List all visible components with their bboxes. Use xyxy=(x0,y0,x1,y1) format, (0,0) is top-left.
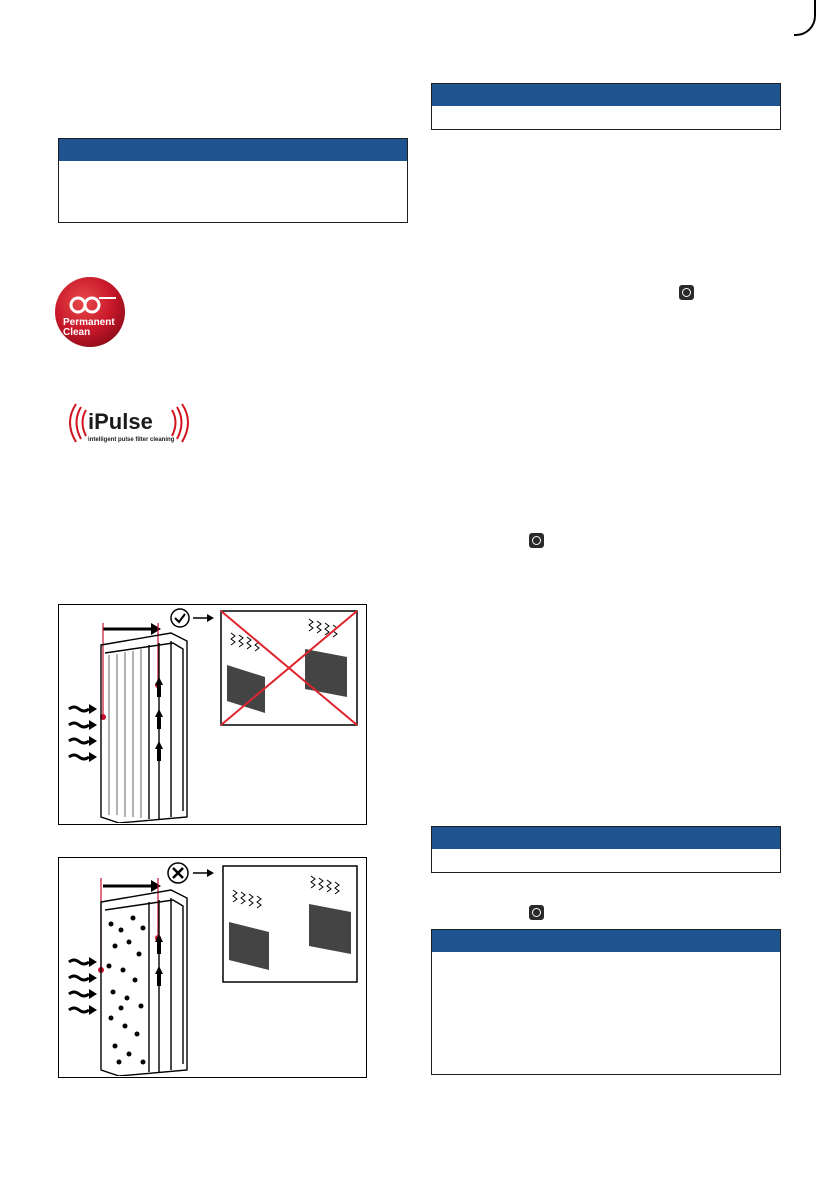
check-circle-icon xyxy=(171,609,189,627)
x-circle-icon xyxy=(168,863,188,883)
permanent-clean-line1: Permanent xyxy=(63,317,115,328)
permanent-clean-logo xyxy=(54,276,126,348)
ipulse-logo xyxy=(64,398,194,450)
note-box-header xyxy=(432,84,780,106)
filter-clean-icon xyxy=(529,905,544,920)
binding-corner-mark xyxy=(794,0,816,36)
filter-clean-icon xyxy=(529,533,544,548)
ipulse-tagline: intelligent pulse filter cleaning xyxy=(88,437,175,443)
note-box-left xyxy=(58,138,408,223)
ipulse-brand: iPulse xyxy=(88,409,153,434)
note-box-header xyxy=(432,930,780,952)
note-box-right-2 xyxy=(431,826,781,873)
note-box-header xyxy=(432,827,780,849)
filter-clean-icon xyxy=(679,285,694,300)
note-box-right-3 xyxy=(431,929,781,1075)
note-box-right-1 xyxy=(431,83,781,130)
note-box-header xyxy=(59,139,407,161)
figure-filter-clogged xyxy=(58,857,367,1078)
figure-filter-clean xyxy=(58,604,367,825)
permanent-clean-line2: Clean xyxy=(63,327,91,338)
